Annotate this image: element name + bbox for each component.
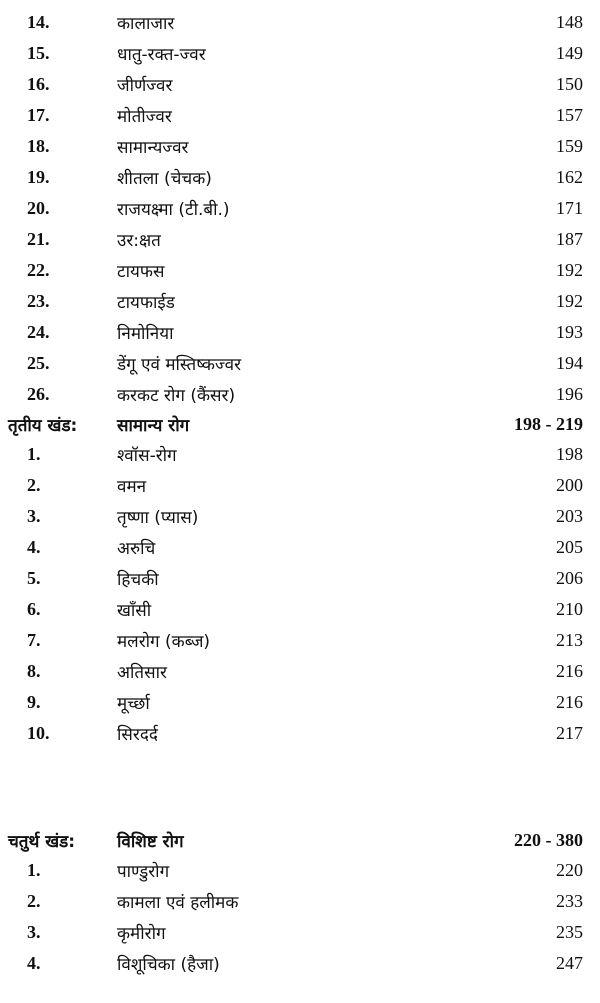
entry-page: 192 — [556, 260, 583, 280]
entry-page: 216 — [556, 661, 583, 681]
entry-number: 4. — [27, 953, 41, 973]
entry-page: 187 — [556, 229, 583, 249]
entry-page: 205 — [556, 537, 583, 557]
toc-row — [0, 657, 600, 687]
entry-number: 16. — [27, 74, 50, 94]
entry-page: 213 — [556, 630, 583, 650]
entry-page: 159 — [556, 136, 583, 156]
toc-row — [0, 949, 600, 979]
toc-row — [0, 70, 600, 100]
entry-number: 20. — [27, 198, 50, 218]
toc-row — [0, 440, 600, 470]
entry-page: 171 — [556, 198, 583, 218]
section-title: सामान्य रोग — [117, 416, 190, 436]
entry-page: 150 — [556, 74, 583, 94]
toc-row — [0, 688, 600, 718]
entry-number: 14. — [27, 12, 50, 32]
entry-number: 9. — [27, 692, 41, 712]
entry-page: 216 — [556, 692, 583, 712]
toc-row — [0, 595, 600, 625]
entry-number: 5. — [27, 568, 41, 588]
toc-row — [0, 502, 600, 532]
entry-title: टायफाईड — [117, 293, 175, 313]
entry-page: 198 — [556, 444, 583, 464]
toc-row — [0, 318, 600, 348]
toc-row — [0, 256, 600, 286]
entry-title: कामला एवं हलीमक — [117, 893, 239, 913]
entry-title: मोतीज्वर — [117, 107, 172, 127]
entry-page: 149 — [556, 43, 583, 63]
toc-row — [0, 564, 600, 594]
entry-page: 192 — [556, 291, 583, 311]
entry-page: 206 — [556, 568, 583, 588]
entry-page: 235 — [556, 922, 583, 942]
entry-page: 200 — [556, 475, 583, 495]
entry-number: 18. — [27, 136, 50, 156]
entry-page: 217 — [556, 723, 583, 743]
section-header-chaturth — [0, 826, 600, 856]
entry-title: वमन — [117, 477, 147, 497]
entry-number: 2. — [27, 475, 41, 495]
toc-row — [0, 719, 600, 749]
entry-number: 7. — [27, 630, 41, 650]
section-header-tritiya — [0, 410, 600, 440]
entry-title: शीतला (चेचक) — [117, 169, 212, 189]
entry-number: 15. — [27, 43, 50, 63]
entry-number: 17. — [27, 105, 50, 125]
toc-row — [0, 163, 600, 193]
entry-page: 162 — [556, 167, 583, 187]
entry-page: 203 — [556, 506, 583, 526]
entry-title: खाँसी — [117, 601, 152, 621]
toc-row — [0, 533, 600, 563]
entry-title: जीर्णज्वर — [117, 76, 173, 96]
toc-row — [0, 887, 600, 917]
entry-page: 220 — [556, 860, 583, 880]
entry-number: 10. — [27, 723, 50, 743]
entry-title: करकट रोग (कैंसर) — [117, 386, 236, 406]
entry-title: निमोनिया — [117, 324, 174, 344]
entry-title: तृष्णा (प्यास) — [117, 508, 199, 528]
entry-title: हिचकी — [117, 570, 159, 590]
entry-number: 4. — [27, 537, 41, 557]
entry-page: 148 — [556, 12, 583, 32]
section-label: तृतीय खंड: — [8, 416, 78, 436]
entry-page: 210 — [556, 599, 583, 619]
entry-number: 25. — [27, 353, 50, 373]
entry-title: टायफस — [117, 262, 165, 282]
entry-number: 6. — [27, 599, 41, 619]
entry-title: उर:क्षत — [117, 231, 161, 251]
toc-row — [0, 101, 600, 131]
toc-row — [0, 626, 600, 656]
entry-title: सिरदर्द — [117, 725, 158, 745]
entry-number: 3. — [27, 506, 41, 526]
toc-row — [0, 380, 600, 410]
section-label: चतुर्थ खंड: — [8, 832, 76, 852]
entry-title: डेंगू एवं मस्तिष्कज्वर — [117, 355, 242, 375]
section-page-range: 198 - 219 — [514, 414, 583, 434]
toc-row — [0, 471, 600, 501]
toc-row — [0, 349, 600, 379]
entry-title: अरुचि — [117, 539, 156, 559]
entry-title: कालाजार — [117, 14, 175, 34]
toc-row — [0, 8, 600, 38]
entry-title: राजयक्ष्मा (टी.बी.) — [117, 200, 230, 220]
entry-number: 24. — [27, 322, 50, 342]
entry-title: धातु-रक्त-ज्वर — [117, 45, 206, 65]
toc-row — [0, 918, 600, 948]
entry-number: 22. — [27, 260, 50, 280]
entry-number: 21. — [27, 229, 50, 249]
entry-page: 196 — [556, 384, 583, 404]
toc-row — [0, 39, 600, 69]
entry-page: 193 — [556, 322, 583, 342]
entry-number: 2. — [27, 891, 41, 911]
entry-title: श्वॉस-रोग — [117, 446, 177, 466]
entry-title: मलरोग (कब्ज) — [117, 632, 211, 652]
toc-row — [0, 856, 600, 886]
toc-row — [0, 194, 600, 224]
entry-page: 247 — [556, 953, 583, 973]
toc-row — [0, 287, 600, 317]
entry-title: कृमीरोग — [117, 924, 166, 944]
entry-number: 8. — [27, 661, 41, 681]
entry-number: 23. — [27, 291, 50, 311]
entry-page: 157 — [556, 105, 583, 125]
entry-page: 233 — [556, 891, 583, 911]
section-title: विशिष्ट रोग — [117, 832, 184, 852]
entry-number: 19. — [27, 167, 50, 187]
toc-row — [0, 132, 600, 162]
entry-page: 194 — [556, 353, 583, 373]
entry-title: विशूचिका (हैजा) — [117, 955, 220, 975]
entry-title: अतिसार — [117, 663, 167, 683]
entry-number: 1. — [27, 444, 41, 464]
toc-row — [0, 225, 600, 255]
entry-title: मूर्च्छा — [117, 694, 150, 714]
entry-number: 3. — [27, 922, 41, 942]
section-page-range: 220 - 380 — [514, 830, 583, 850]
entry-number: 26. — [27, 384, 50, 404]
entry-title: सामान्यज्वर — [117, 138, 189, 158]
entry-title: पाण्डुरोग — [117, 862, 170, 882]
entry-number: 1. — [27, 860, 41, 880]
